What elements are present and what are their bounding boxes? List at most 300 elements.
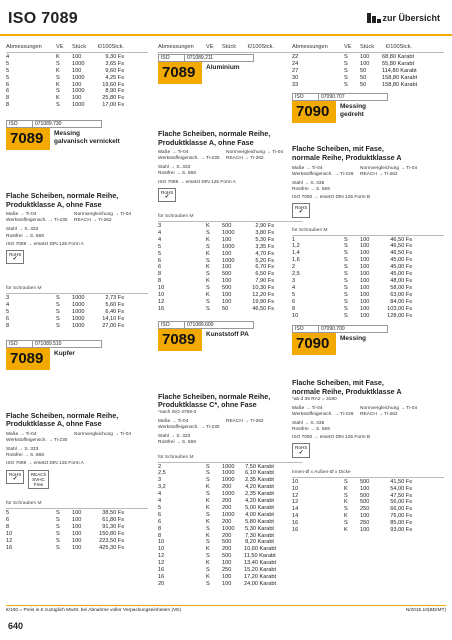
table-row — [292, 250, 444, 257]
table-cell: 24,00 Karabt — [244, 580, 277, 587]
table-cell: 4,00 Karabt — [245, 511, 274, 518]
product-block: ISO 07090.700 7090 Messing Flache Scheiben, mit Fase, normale Reihe, Produktklasse A *ab d 39 RA2 = 3180 Maße → Ti-04 Normvergleichung → Ti-04 Werkstoffeigensch. → Ti-229 REACH → Ti-262 Stahl → S. 335 Rostfrei → S. 569 ISO 7090 → ersetzt DIN 125 Form B RoHS ✓ Innen-Ø x Außen-Ø x Dicke 10 S 500 41,50 Fs 10 K 100 54,00 Fs 12 S 500 47,50 Fs 12 K 500 56,00 Fs 14 S 250 66,00 Fs 14 K 100 76,00 Fs 16 S 250 85,00 Fs 16 K 100 93,00 Fs — [292, 325, 444, 534]
column-1 — [6, 44, 148, 552]
table-cell: K — [206, 484, 210, 491]
table-cell: 12 — [158, 298, 165, 305]
table-cell: 100 — [360, 312, 370, 319]
table-cell: 223,50 Fs — [99, 537, 124, 544]
table-row — [6, 316, 148, 323]
material: Messing — [340, 103, 367, 111]
table-cell: 8 — [6, 95, 10, 102]
table-cell: S — [56, 537, 60, 544]
table-row — [292, 313, 444, 320]
table-row — [158, 299, 302, 306]
table-cell: S — [56, 295, 60, 302]
table-cell: 8 — [158, 525, 162, 532]
table-cell: S — [344, 67, 348, 74]
rohs-badge: RoHS ✓ — [158, 188, 176, 202]
product-heading: Flache Scheiben, normale Reihe, Produktklasse C*, ohne Fase — [158, 391, 271, 410]
table-cell: 8 — [158, 532, 162, 539]
table-cell: K — [206, 546, 210, 553]
table-cell: K — [206, 236, 210, 243]
material: Kunststoff PA — [206, 330, 249, 338]
table-cell: 128,00 Fs — [387, 312, 412, 319]
table-row — [6, 295, 148, 302]
table-cell: 91,30 Fs — [102, 523, 124, 530]
table-cell: 5 — [6, 67, 10, 74]
table-cell: 7,50 Karabt — [245, 463, 274, 470]
table-row — [158, 477, 302, 484]
table-cell: 100 — [72, 510, 82, 517]
table-row — [158, 271, 302, 278]
table-cell: 6,10 Karabt — [245, 470, 274, 477]
table-cell: 14 — [292, 506, 299, 513]
footer-note: €/100 = Preis in € zuzüglich MwSt. bei Abnahme voller Verpackungseinheiten (VE) — [6, 608, 182, 613]
table-cell: 50 — [360, 81, 367, 88]
table-cell: 7,30 Karabt — [245, 532, 274, 539]
table-row — [158, 553, 302, 560]
table-cell: 85,00 Fs — [390, 520, 412, 527]
table-cell: 1000 — [72, 74, 85, 81]
table-cell: 76,00 Fs — [390, 513, 412, 520]
table-cell: 100 — [72, 81, 82, 88]
overview-link[interactable] — [367, 13, 440, 23]
product-number: 7089 — [6, 348, 50, 370]
table-cell: S — [56, 322, 60, 329]
table-cell: 1000 — [72, 315, 85, 322]
table-cell: 100 — [360, 513, 370, 520]
table-cell: S — [206, 257, 210, 264]
table-cell: 3 — [158, 223, 162, 230]
page-title: ISO 7089 — [8, 10, 79, 27]
table-cell: 10 — [6, 530, 13, 537]
table-body — [6, 510, 148, 551]
table-cell: 6 — [6, 88, 10, 95]
table-cell: S — [206, 511, 210, 518]
table-cell: 100 — [72, 537, 82, 544]
table-cell: 4,20 Karabt — [245, 498, 274, 505]
table-cell: K — [206, 560, 210, 567]
table-row — [158, 519, 302, 526]
table-row — [6, 538, 148, 545]
material: Aluminium — [206, 63, 240, 71]
table-cell: S — [344, 243, 348, 250]
table-cell: 38,50 Fs — [102, 510, 124, 517]
table-cell: 100 — [222, 292, 232, 299]
table-cell: S — [344, 271, 348, 278]
column-3 — [292, 44, 444, 534]
table-cell: 6 — [158, 264, 162, 271]
table-cell: 16 — [292, 520, 299, 527]
table-cell: S — [206, 567, 210, 574]
table-cell: 500 — [360, 492, 370, 499]
table-cell: 500 — [360, 478, 370, 485]
table-cell: 55,80 Karabt — [382, 60, 415, 67]
table-cell: 6 — [292, 298, 296, 305]
table-cell: 1000 — [222, 491, 235, 498]
table-cell: 500 — [360, 499, 370, 506]
table-cell: 61,80 Fs — [102, 517, 124, 524]
table-cell: K — [206, 498, 210, 505]
table-body — [158, 223, 302, 313]
table-row — [6, 68, 148, 75]
table-body — [158, 464, 302, 588]
table-body — [292, 237, 444, 320]
table-cell: S — [56, 60, 60, 67]
table-cell: 1,2 — [292, 243, 300, 250]
table-row — [292, 54, 444, 61]
table-cell: 5 — [158, 243, 162, 250]
table-cell: 100 — [222, 298, 232, 305]
table-cell: S — [206, 580, 210, 587]
table-cell: S — [344, 257, 348, 264]
table-cell: K — [206, 264, 210, 271]
table-row — [158, 512, 302, 519]
table-cell: 100 — [72, 67, 82, 74]
table-cell: 8 — [292, 305, 296, 312]
table-cell: 4,25 Fs — [105, 74, 124, 81]
table-cell: 19,60 Fs — [102, 81, 124, 88]
table-cell: 1000 — [72, 309, 85, 316]
material: Messing — [340, 335, 367, 343]
table-cell: 100 — [72, 530, 82, 537]
table-row — [6, 524, 148, 531]
table-cell: 46,50 Fs — [390, 243, 412, 250]
material: Kupfer — [54, 349, 75, 357]
table-cell: 100 — [72, 517, 82, 524]
table-cell: 3 — [6, 295, 10, 302]
table-cell: S — [206, 285, 210, 292]
table-cell: S — [344, 298, 348, 305]
table-cell: 24 — [292, 60, 299, 67]
table-row — [158, 237, 302, 244]
table-cell: 6 — [6, 81, 10, 88]
table-cell: 250 — [222, 567, 232, 574]
table-row — [292, 237, 444, 244]
table-row — [6, 95, 148, 102]
table-cell: 3 — [158, 477, 162, 484]
rohs-badge: RoHS ✓ — [6, 470, 24, 484]
table-cell: 47,50 Fs — [390, 492, 412, 499]
table-row — [292, 493, 444, 500]
table-cell: S — [344, 284, 348, 291]
table-cell: 100 — [72, 523, 82, 530]
table-cell: 25,80 Fs — [102, 95, 124, 102]
table-cell: S — [56, 88, 60, 95]
table-cell: S — [56, 517, 60, 524]
table-cell: 46,50 Fs — [390, 236, 412, 243]
table-cell: S — [344, 250, 348, 257]
table-cell: 200 — [222, 498, 232, 505]
table-cell: 100 — [222, 236, 232, 243]
product-heading: Flache Scheiben, mit Fase, normale Reihe, Produktklasse A — [292, 144, 402, 163]
table-cell: 200 — [222, 504, 232, 511]
table-cell: 9,30 Fs — [105, 53, 124, 60]
table-cell: 114,80 Karabt — [382, 67, 417, 74]
table-cell: S — [56, 309, 60, 316]
table-cell: 8,20 Karabt — [245, 539, 274, 546]
table-cell: 8 — [6, 102, 10, 109]
table-cell: 5,00 Karabt — [245, 504, 274, 511]
table-cell: 2,90 Fs — [255, 223, 274, 230]
table-cell: 6 — [6, 517, 10, 524]
table-cell: 12 — [292, 492, 299, 499]
table-cell: 45,00 Fs — [390, 271, 412, 278]
table-cell: 4 — [158, 498, 162, 505]
table-cell: 2,73 Fs — [105, 295, 124, 302]
table-cell: S — [344, 264, 348, 271]
table-cell: 2,35 Karabt — [245, 477, 274, 484]
table-cell: 150,80 Fs — [99, 530, 124, 537]
table-cell: 1000 — [222, 229, 235, 236]
table-row — [6, 102, 148, 109]
product-block: ISO 07090.707 7090 Messing gedreht Flache Scheiben, mit Fase, normale Reihe, Produktklasse A Maße → Ti-04 Normvergleichung → Ti-04 Werkstoffeigensch. → Ti-229 REACH → Ti-262 Stahl → S. 335 Rostfrei → S. 569 ISO 7090 → ersetzt DIN 125 Form B RoHS ✓ für Schrauben M 1 S 100 46,50 Fs 1,2 S 100 46,50 Fs 1,4 S 100 46,50 Fs 1,6 S 100 45,00 Fs 2 S 100 45,00 Fs 2,5 S 100 45,00 Fs 3 S 100 48,00 Fs 4 S 100 58,00 Fs 5 S 100 63,00 Fs 6 S 100 84,00 Fs 8 S 100 103,00 Fs 10 S 100 128,00 Fs — [292, 93, 444, 319]
table-cell: 100 — [222, 574, 232, 580]
table-cell: K — [344, 513, 348, 520]
table-cell: 46,50 Fs — [252, 305, 274, 312]
table-cell: 50 — [222, 305, 229, 312]
table-row — [158, 546, 302, 553]
table-cell: 3,80 Fs — [255, 229, 274, 236]
table-cell: 19,90 Fs — [252, 298, 274, 305]
table-cell: 1000 — [72, 88, 85, 95]
table-cell: 100 — [360, 53, 370, 60]
table-cell: S — [206, 243, 210, 250]
table-cell: 100 — [222, 264, 232, 271]
table-cell: 100 — [222, 560, 232, 567]
product-number: 7090 — [292, 333, 336, 355]
table-row — [6, 323, 148, 330]
table-cell: 10,60 Karabt — [244, 546, 277, 553]
table-row — [158, 306, 302, 313]
table-cell: 4,70 Fs — [255, 250, 274, 257]
overview-label: zur Übersicht — [382, 13, 440, 23]
table-cell: 16 — [6, 544, 13, 551]
product-number: 7089 — [158, 329, 202, 351]
table-cell: S — [206, 491, 210, 498]
table-cell: S — [344, 305, 348, 312]
table-cell: 11,50 Karabt — [244, 553, 276, 560]
table-cell: 2,5 — [158, 470, 166, 477]
table-row — [158, 574, 302, 581]
table-cell: 50 — [360, 67, 367, 74]
table-cell: 8 — [6, 523, 10, 530]
table-cell: S — [56, 510, 60, 517]
table-cell: 10 — [158, 285, 165, 292]
table-row — [6, 82, 148, 89]
rohs-badge: RoHS ✓ — [292, 443, 310, 457]
table-row — [292, 68, 444, 75]
table-row — [292, 299, 444, 306]
table-row — [292, 306, 444, 313]
table-row — [292, 285, 444, 292]
table-cell: 33 — [292, 81, 299, 88]
table-row — [158, 567, 302, 574]
table-cell: 45,00 Fs — [390, 257, 412, 264]
table-row — [292, 264, 444, 271]
table-cell: 5 — [6, 510, 10, 517]
table-header: Abmessungen VE Stück €/100Stck. — [158, 44, 302, 53]
table-cell: 500 — [222, 271, 232, 278]
table-cell: 1 — [292, 236, 296, 243]
table-row — [6, 61, 148, 68]
table-cell: 1000 — [72, 302, 85, 309]
table-cell: 68,80 Karabt — [382, 53, 415, 60]
table-cell: S — [56, 523, 60, 530]
product-heading: Flache Scheiben, mit Fase, normale Reihe, Produktklasse A — [292, 378, 402, 397]
table-cell: 6,40 Fs — [105, 309, 124, 316]
table-cell: 10 — [292, 478, 299, 485]
table-cell: 1000 — [72, 322, 85, 329]
table-cell: 4 — [6, 53, 10, 60]
table-cell: 100 — [360, 236, 370, 243]
table-cell: 1000 — [222, 463, 235, 470]
table-cell: 200 — [222, 484, 232, 491]
column-2 — [158, 44, 302, 588]
table-cell: 16 — [158, 305, 165, 312]
table-cell: 500 — [222, 553, 232, 560]
table-row — [158, 278, 302, 285]
table-cell: 4 — [6, 302, 10, 309]
table-cell: 63,00 Fs — [390, 291, 412, 298]
table-cell: 100 — [222, 580, 232, 587]
table-row — [158, 505, 302, 512]
table-cell: 2 — [158, 463, 162, 470]
table-row — [6, 545, 148, 552]
header-bar — [0, 0, 452, 36]
table-cell: S — [56, 302, 60, 309]
table-cell: 17,20 Karabt — [244, 574, 277, 580]
table-cell: 10 — [292, 312, 299, 319]
table-cell: 12 — [6, 537, 13, 544]
table-row — [292, 527, 444, 534]
table-row — [158, 484, 302, 491]
table-cell: 6,70 Fs — [255, 264, 274, 271]
table-cell: 12,20 Fs — [252, 292, 274, 299]
table-row — [158, 292, 302, 299]
table-cell: 10 — [158, 539, 165, 546]
table-cell: K — [344, 527, 348, 534]
page-number: 640 — [8, 621, 24, 631]
table-row — [292, 82, 444, 89]
table-cell: K — [206, 574, 210, 580]
table-cell: S — [56, 530, 60, 537]
table-body — [292, 54, 444, 89]
table-cell: S — [344, 291, 348, 298]
material: Messing — [54, 130, 81, 138]
table-cell: 10 — [158, 546, 165, 553]
table-cell: K — [206, 292, 210, 299]
table-cell: K — [206, 250, 210, 257]
table-cell: 250 — [360, 506, 370, 513]
table-cell: 14 — [292, 513, 299, 520]
table-cell: 66,00 Fs — [390, 506, 412, 513]
table-cell: S — [56, 544, 60, 551]
table-cell: 3,35 Fs — [255, 243, 274, 250]
table-cell: 22 — [292, 53, 299, 60]
table-cell: 100 — [360, 291, 370, 298]
table-cell: K — [206, 223, 210, 230]
table-cell: 84,00 Fs — [390, 298, 412, 305]
table-cell: 30 — [292, 74, 299, 81]
table-row — [6, 54, 148, 61]
table-cell: 10,30 Fs — [252, 285, 274, 292]
table-cell: 45,00 Fs — [390, 264, 412, 271]
table-cell: 100 — [360, 527, 370, 534]
table-cell: 16 — [158, 574, 165, 580]
table-row — [158, 533, 302, 540]
table-cell: S — [206, 463, 210, 470]
table-cell: 27 — [292, 67, 299, 74]
table-row — [292, 257, 444, 264]
table-cell: 2,5 — [292, 271, 300, 278]
table-cell: 3,65 Fs — [105, 60, 124, 67]
table-cell: 8 — [6, 322, 10, 329]
table-cell: 12 — [158, 553, 165, 560]
table-cell: S — [344, 478, 348, 485]
table-cell: 100 — [360, 257, 370, 264]
table-cell: 100 — [222, 250, 232, 257]
table-cell: S — [206, 539, 210, 546]
table-cell: K — [56, 95, 60, 102]
table-cell: 100 — [72, 53, 82, 60]
table-row — [158, 470, 302, 477]
table-cell: 1000 — [222, 470, 235, 477]
table-cell: 100 — [360, 277, 370, 284]
table-cell: S — [344, 312, 348, 319]
table-cell: 100 — [360, 271, 370, 278]
table-header: Abmessungen VE Stück €/100Stck. — [292, 44, 444, 53]
table-row — [292, 61, 444, 68]
table-cell: 1000 — [72, 102, 85, 109]
table-cell: 4 — [158, 491, 162, 498]
table-row — [6, 510, 148, 517]
table-cell: 20 — [158, 580, 165, 587]
table-cell: S — [206, 477, 210, 484]
table-row — [158, 264, 302, 271]
table-cell: 1000 — [222, 525, 235, 532]
table-cell: 5,30 Fs — [255, 236, 274, 243]
table-cell: 103,00 Fs — [387, 305, 412, 312]
table-row — [6, 302, 148, 309]
table-cell: 1000 — [72, 295, 85, 302]
table-cell: 200 — [222, 518, 232, 525]
table-cell: 8 — [158, 278, 162, 285]
table-cell: 100 — [222, 278, 232, 285]
table-cell: 93,00 Fs — [390, 527, 412, 534]
table-cell: S — [344, 520, 348, 527]
table-cell: S — [56, 315, 60, 322]
table-cell: K — [56, 53, 60, 60]
table-row — [292, 499, 444, 506]
table-cell: S — [206, 525, 210, 532]
table-cell: 54,00 Fs — [390, 485, 412, 492]
table-cell: S — [206, 305, 210, 312]
table-cell: 1000 — [72, 60, 85, 67]
table-row — [292, 520, 444, 527]
table-cell: K — [206, 518, 210, 525]
table-cell: 100 — [360, 60, 370, 67]
table-cell: 200 — [222, 532, 232, 539]
table-cell: 12 — [158, 560, 165, 567]
table-cell: 100 — [360, 485, 370, 492]
table-cell: 2 — [292, 264, 296, 271]
grid-icon — [367, 13, 379, 23]
table-cell: S — [206, 470, 210, 477]
table-cell: S — [344, 74, 348, 81]
table-cell: K — [344, 499, 348, 506]
table-cell: 4 — [158, 229, 162, 236]
